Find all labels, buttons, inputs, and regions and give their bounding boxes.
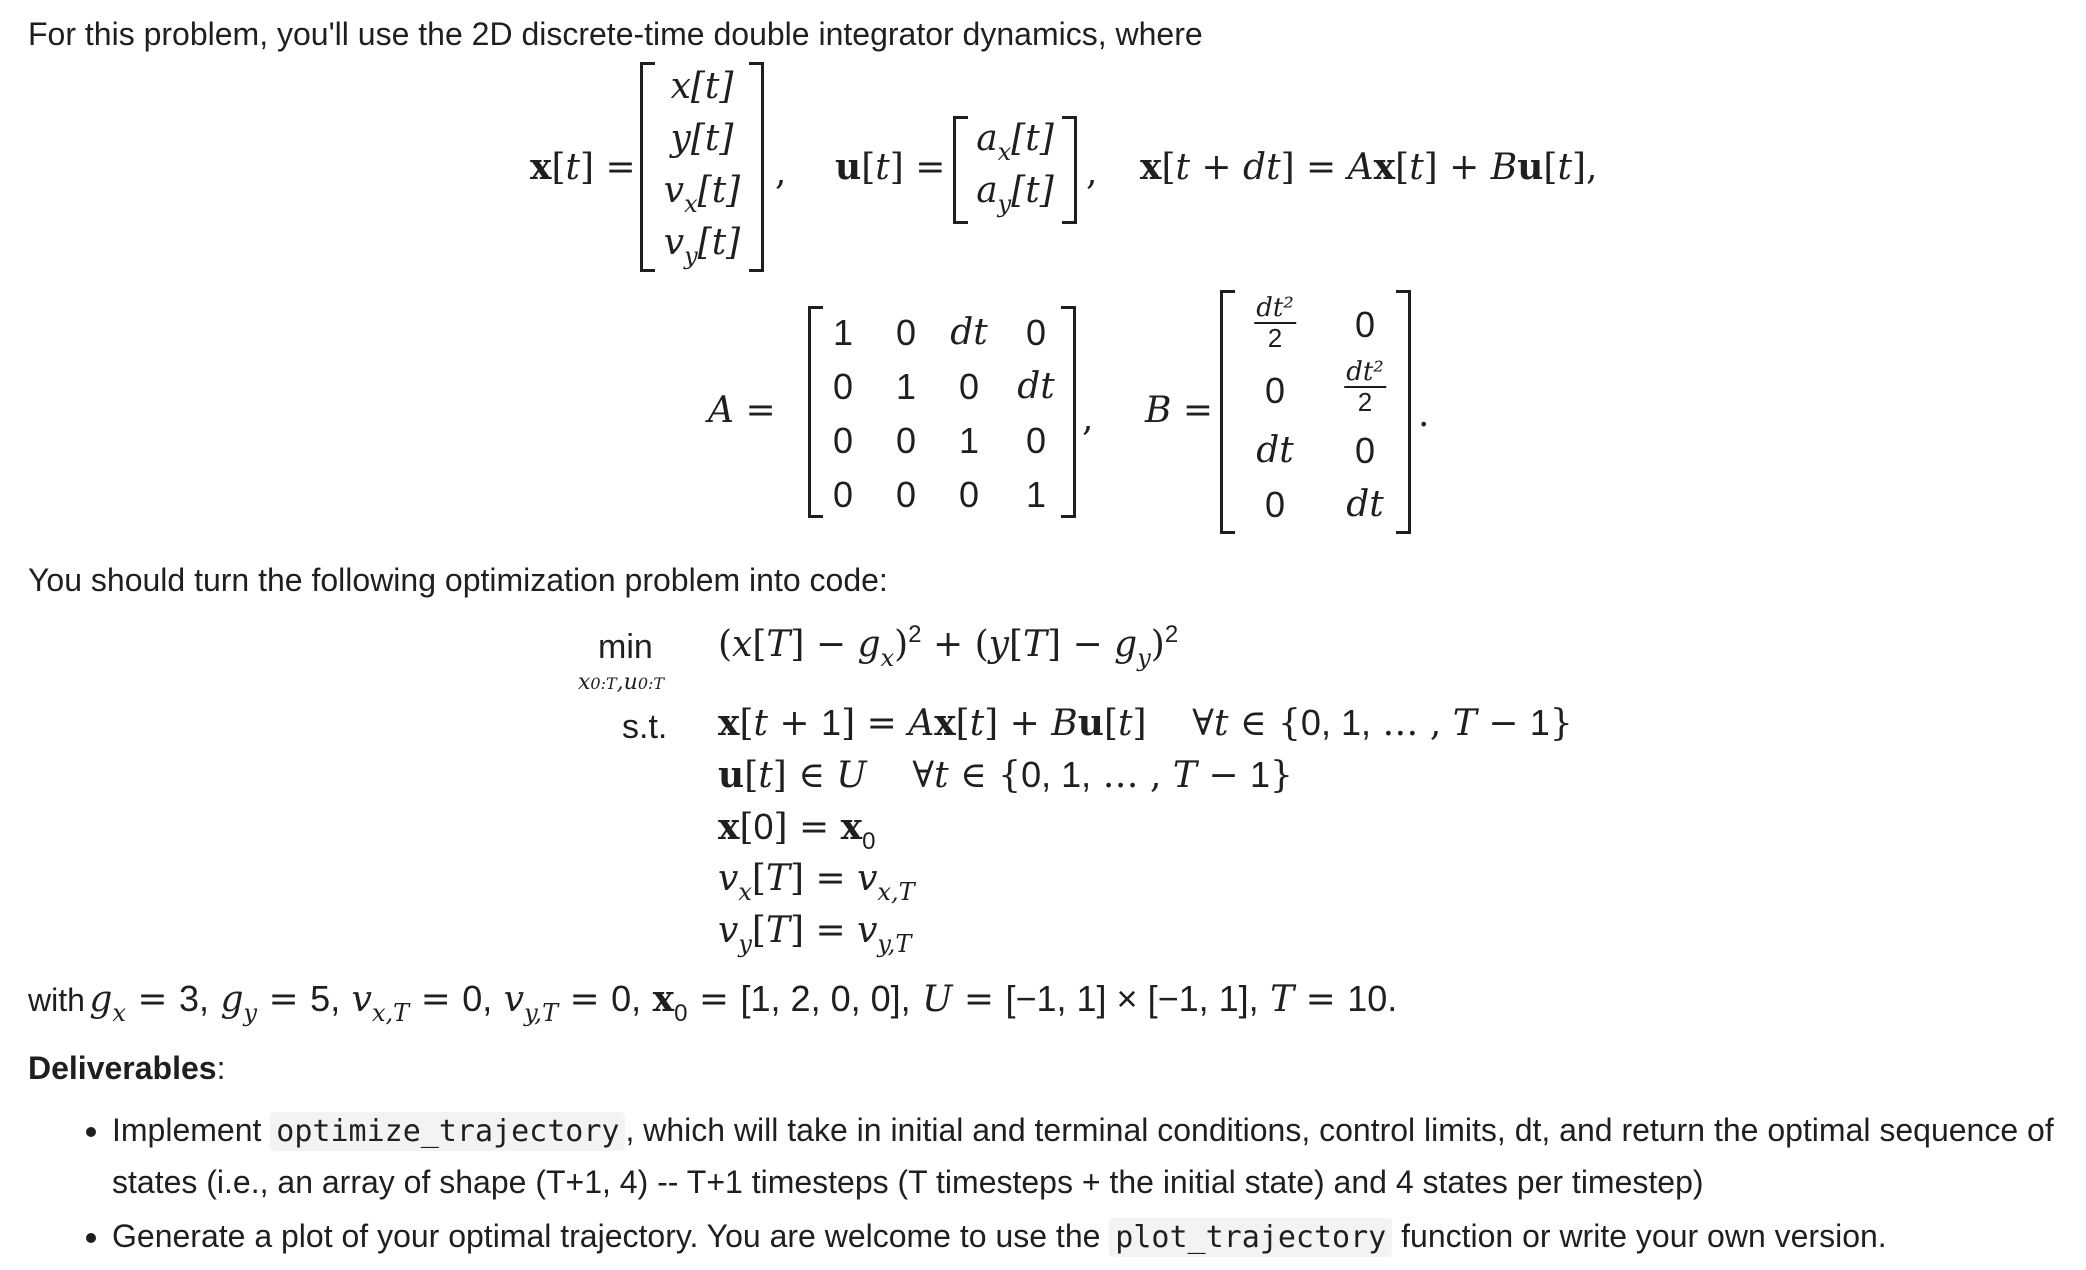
objective: $(x[T] - g_x)^2 + (y[T] - g_y)^2$ [718, 621, 1179, 672]
matrix-a-cell: 1 [1025, 474, 1047, 515]
list-item: • Generate a plot of your optimal trajectory. You are welcome to use the plot_trajectory function or write your own version. [112, 1211, 2086, 1263]
state-entry-vy: $v_y[t]$ [663, 222, 741, 270]
matrix-b-cell: 0 [1354, 304, 1376, 345]
subject-to-label: s.t. [622, 708, 668, 746]
matrix-a-cell: 0 [895, 312, 917, 353]
matrix-a-cell: 1 [958, 420, 980, 461]
constraint-control: u[t] ∈ U ∀t ∈ {0, 1, … , T − 1} [718, 754, 1293, 796]
constraint-vy: $v_y[T] = v_{y,T}$ [718, 910, 912, 958]
control-vector [953, 116, 1077, 224]
deliverables-heading: Deliverables: [28, 1050, 226, 1086]
matrix-a-cell: 0 [958, 366, 980, 407]
matrix-b-cell: dt [1346, 484, 1384, 525]
control-lhs: u[t] = [835, 146, 946, 188]
control-entry-ay: $a_y[t]$ [976, 170, 1054, 218]
matrix-a-label: A = [708, 390, 776, 431]
matrix-b-cell: $\frac{\text{dt²}}{2}$ [1256, 293, 1294, 353]
matrix-a-cell: 0 [1025, 312, 1047, 353]
matrix-b-cell: dt [1256, 430, 1294, 471]
constraint-initial: $x[0] = x_0$ [718, 806, 876, 855]
state-entry-x: x[t] [670, 66, 734, 107]
state-vector [640, 62, 764, 272]
dynamics-equation: x[t + dt] = Ax[t] + Bu[t], [1140, 146, 1598, 188]
optimization-intro: You should turn the following optimization problem into code: [28, 562, 888, 598]
matrix-b-label: B = [1145, 390, 1214, 431]
matrix-a-cell: 1 [895, 366, 917, 407]
matrix-a-cell: 0 [832, 420, 854, 461]
min-operator: min [598, 628, 653, 666]
matrix-b [1220, 290, 1411, 534]
matrix-a [808, 306, 1076, 518]
constraint-vx: $v_x[T] = v_{x,T}$ [718, 858, 915, 906]
code-optimize-trajectory: optimize_trajectory [270, 1112, 625, 1151]
deliverables-list [80, 1105, 2086, 1267]
min-subscript: x0:T,u0:T [578, 670, 665, 695]
matrix-b-cell: 0 [1264, 370, 1286, 411]
matrix-a-cell: 0 [958, 474, 980, 515]
parameters-line: with $g_x = 3$, $g_y = 5$, $v_{x,T} = 0$, $v_{y,T} = 0$, $x_0 = [1$, 2, 0, 0], U = [−1, 1] × [−1, 1], T = 10. [28, 978, 1398, 1027]
matrix-a-cell: 0 [832, 474, 854, 515]
state-lhs: x[t] = [530, 146, 636, 188]
matrix-a-cell: 0 [895, 474, 917, 515]
code-plot-trajectory: plot_trajectory [1109, 1218, 1392, 1257]
matrix-a-cell: dt [1017, 366, 1055, 407]
matrix-b-cell: 0 [1354, 430, 1376, 471]
state-entry-y: y[t] [670, 118, 734, 159]
matrix-a-cell: 0 [832, 366, 854, 407]
matrix-b-cell: $\frac{\text{dt²}}{2}$ [1346, 357, 1384, 417]
matrix-a-cell: dt [950, 312, 988, 353]
matrix-a-cell: 0 [895, 420, 917, 461]
matrix-a-cell: 0 [1025, 420, 1047, 461]
matrix-b-cell: 0 [1264, 484, 1286, 525]
control-entry-ax: $a_x[t]$ [976, 118, 1054, 166]
list-item: • Implement optimize_trajectory , which will take in initial and terminal conditions, control limits, dt, and return the optimal sequence of states (i.e., an array of shape (T+1, 4) -- T+1 timesteps (T timesteps + the initial state) and 4 states per timestep) [112, 1105, 2086, 1207]
state-entry-vx: $v_x[t]$ [663, 170, 741, 218]
matrix-a-cell: 1 [832, 312, 854, 353]
constraint-dynamics: x[t + 1] = Ax[t] + Bu[t] ∀t ∈ {0, 1, … , T − 1} [718, 702, 1573, 744]
intro-text: For this problem, you'll use the 2D discrete-time double integrator dynamics, where [28, 16, 1203, 52]
